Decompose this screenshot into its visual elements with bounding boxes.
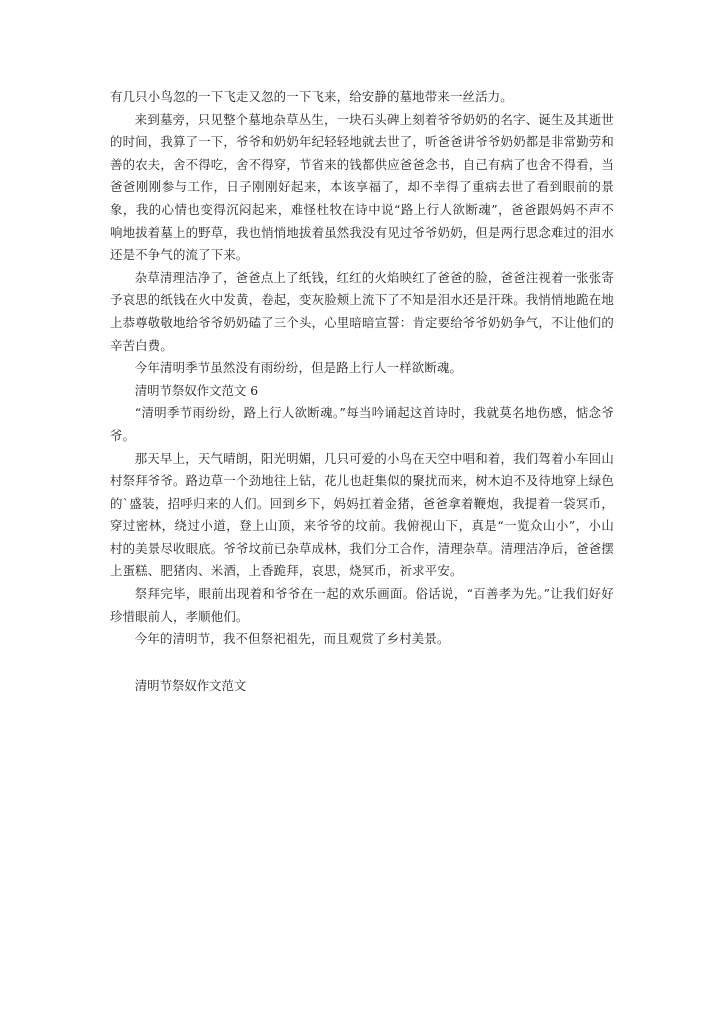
- essay-heading-next: 清明节祭奴作文范文: [134, 677, 247, 693]
- paragraph-morning: 那天早上，天气晴朗，阳光明媚，几只可爱的小鸟在天空中唱和着，我们驾着小车回山村祭拜爷爷。路边草一个劲地往上钻，花儿也赶集似的聚扰而来，树木迫不及待地穿上绿色的`盛装，招呼归来的人们。回到乡下，妈妈扛着金猪，爸爸拿着鞭炮，我提着一袋冥币，穿过密林，绕过小道，登上山顶，来爷爷的坟前。我俯视山下，真是“一览众山小”，小山村的美景尽收眼底。爷爷坟前已杂草成林，我们分工合作，清理杂草。清理洁净后，爸爸摆上蛋糕、肥猪肉、米酒，上香跪拜，哀思，烧冥币，祈求平安。: [110, 450, 614, 579]
- paragraph-conclusion: 今年的清明节，我不但祭祀祖先，而且观赏了乡村美景。: [134, 631, 450, 647]
- section-spacer: [110, 651, 614, 673]
- essay-heading-6: 清明节祭奴作文范文 6: [134, 382, 259, 398]
- paragraph-memories: 祭拜完毕，眼前出现着和爷爷在一起的欢乐画面。俗话说，“百善孝为先。”让我们好好珍惜眼前人，孝顺他们。: [110, 586, 614, 624]
- paragraph-continuation: 有几只小鸟忽的一下飞走又忽的一下飞来，给安静的墓地带来一丝活力。: [110, 89, 513, 104]
- paragraph-paper-money: 杂草清理洁净了，爸爸点上了纸钱，红红的火焰映红了爸爸的脸，爸爸注视着一张张寄予哀思的纸钱在火中发黄，卷起，变灰脸颊上流下了不知是泪水还是汗珠。我悄悄地跪在地上恭尊敬敬地给爷爷奶奶磕了三个头，心里暗暗宣誓：肯定要给爷爷奶奶争气，不让他们的辛苦白费。: [110, 269, 614, 353]
- paragraph-poem: “清明季节雨纷纷，路上行人欲断魂。”每当吟诵起这首诗时，我就莫名地伤感，惦念爷爷。: [110, 405, 614, 443]
- paragraph-tomb-visit: 来到墓旁，只见整个墓地杂草丛生，一块石头碑上刻着爷爷奶奶的名字、诞生及其逝世的时间，我算了一下，爷爷和奶奶年纪轻轻地就去世了，听爸爸讲爷爷奶奶都是非常勤劳和善的农夫，舍不得吃，舍不得穿，节省来的钱都供应爸爸念书，自己有病了也舍不得看，当爸爸刚刚参与工作，日子刚刚好起来，本该享福了，却不幸得了重病去世了看到眼前的景象，我的心情也变得沉闷起来，难怪杜牧在诗中说“路上行人欲断魂”，爸爸跟妈妈不声不响地拔着墓上的野草，我也悄悄地拔着虽然我没有见过爷爷奶奶，但是两行思念难过的泪水还是不争气的流了下来。: [110, 111, 614, 263]
- paragraph-closing: 今年清明季节虽然没有雨纷纷，但是路上行人一样欲断魂。: [134, 360, 463, 376]
